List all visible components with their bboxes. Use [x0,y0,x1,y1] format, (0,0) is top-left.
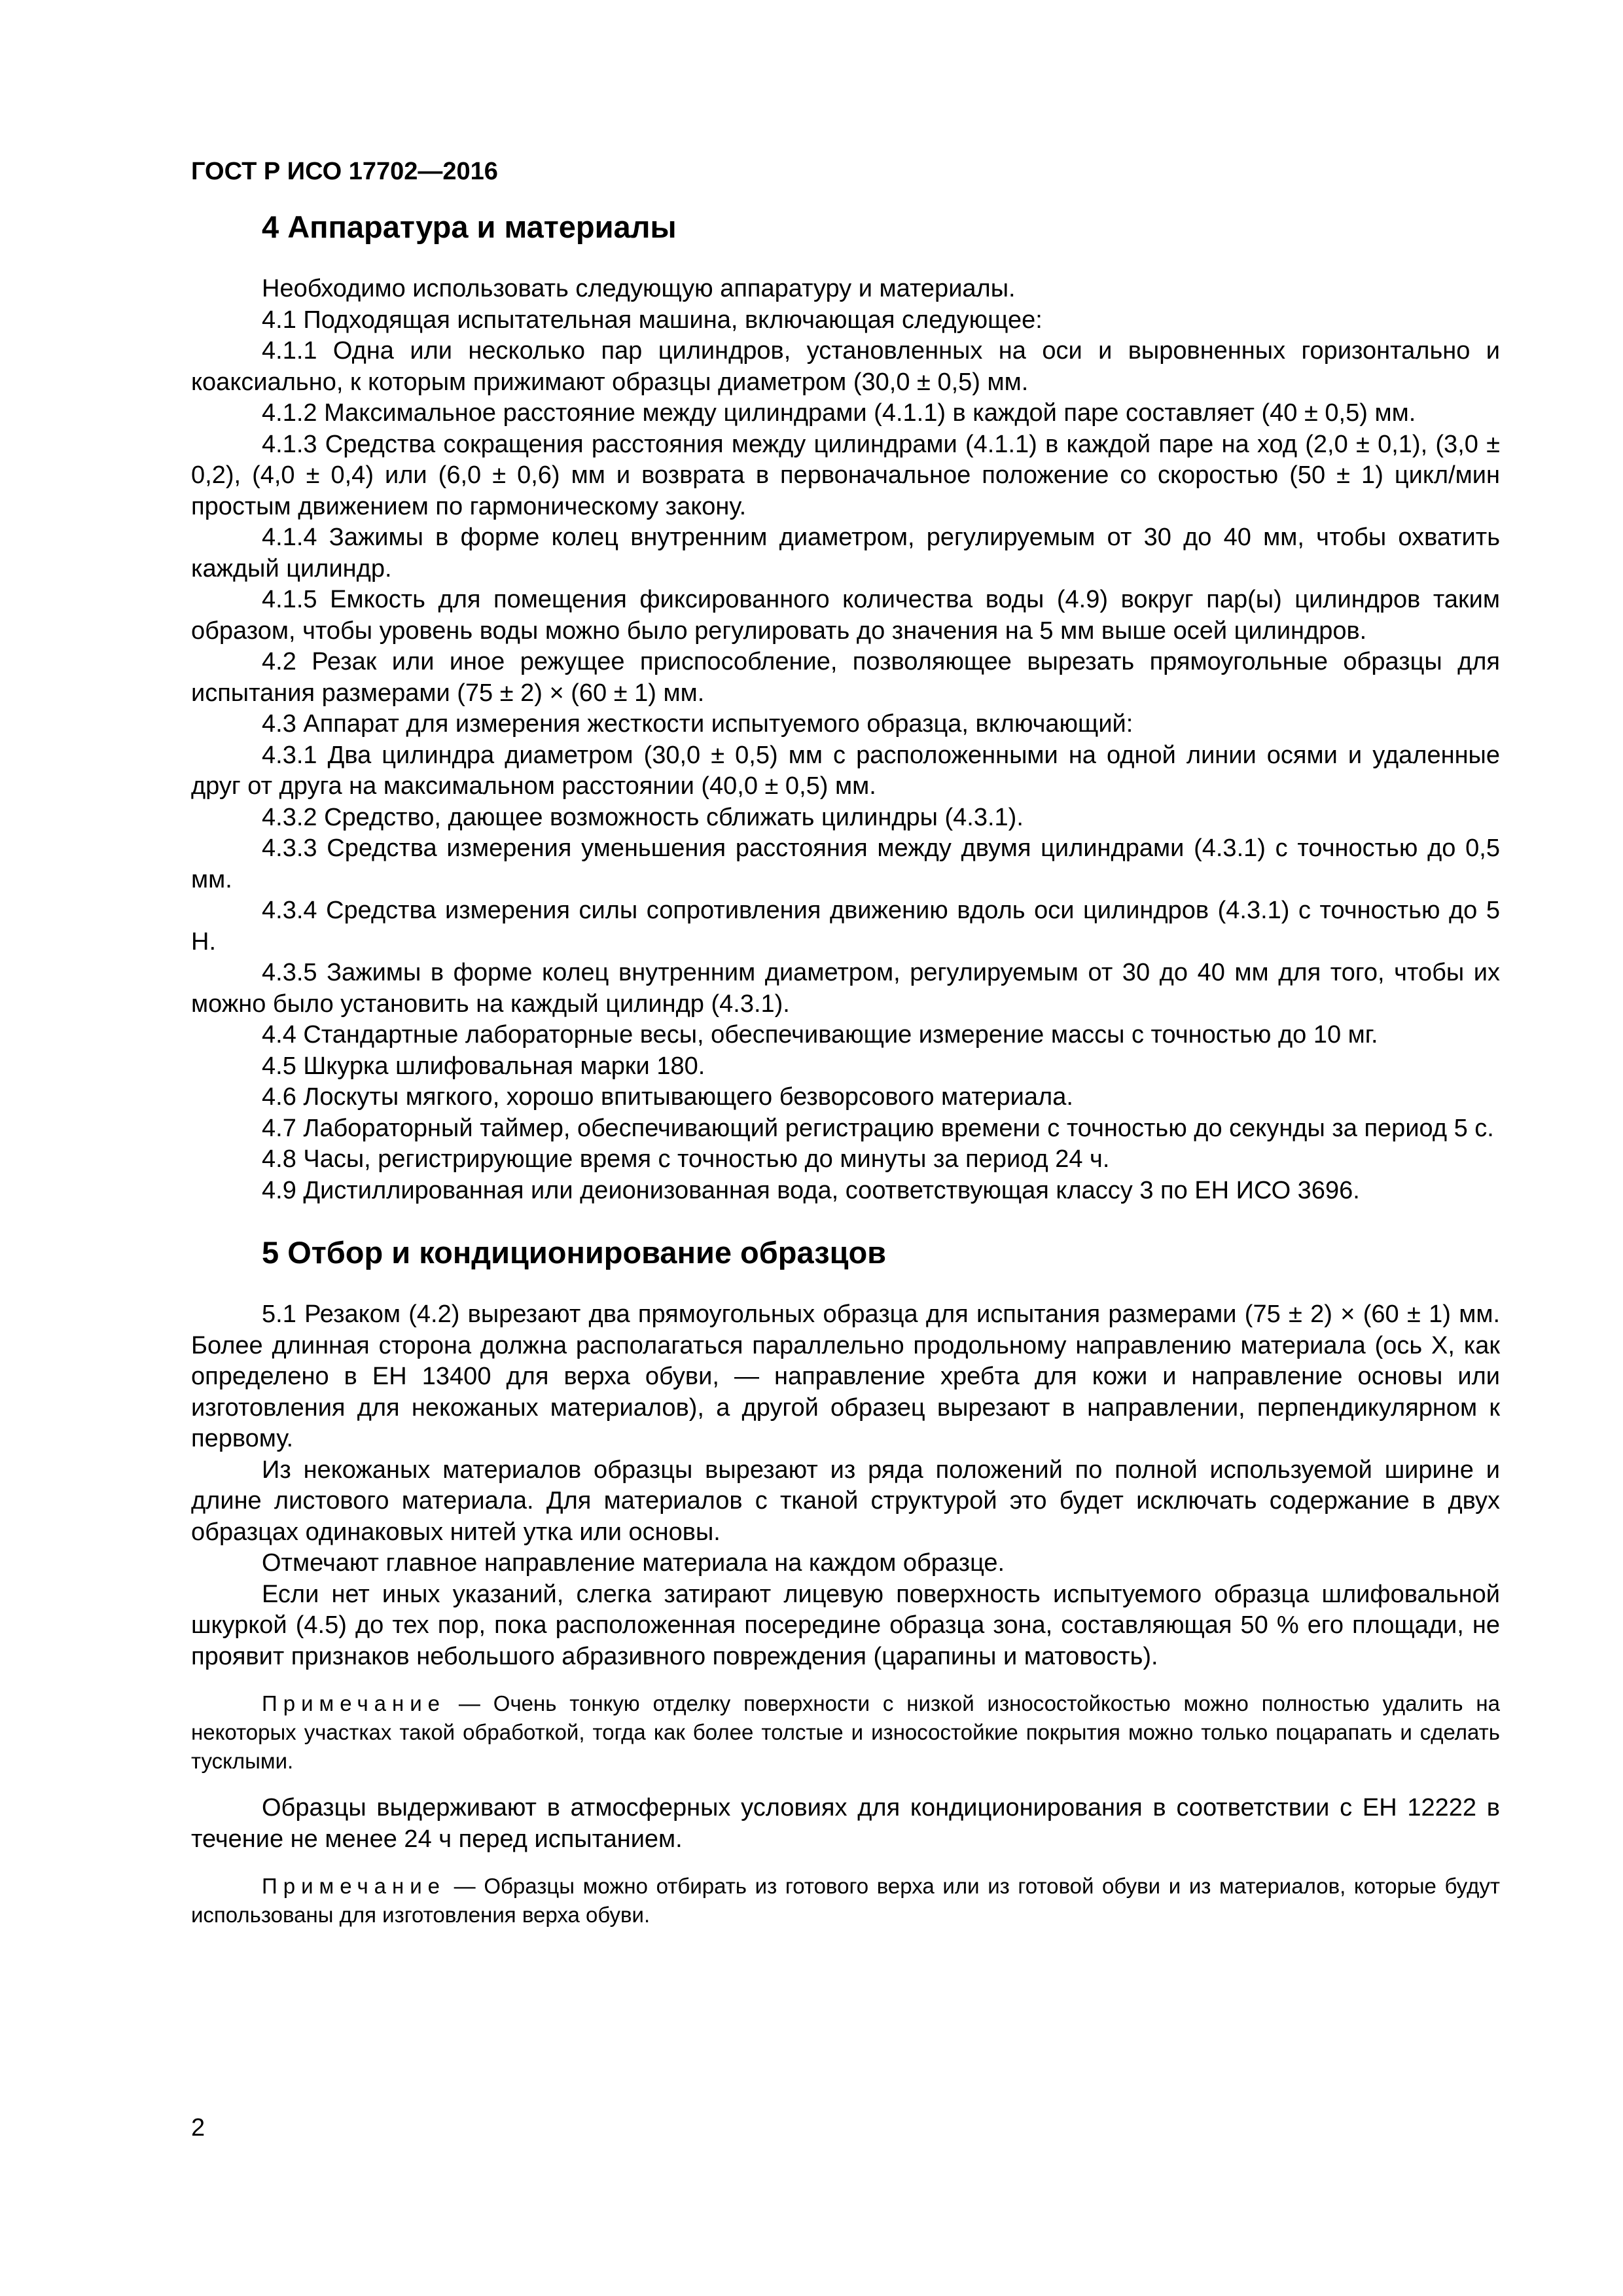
paragraph: 4.6 Лоскуты мягкого, хорошо впитывающего безворсового материала. [262,1083,1073,1111]
section-5-title: 5 Отбор и кондиционирование образцов [262,1235,887,1270]
paragraph: 4.1.5 Емкость для помещения фиксированного количества воды (4.9) вокруг пар(ы) цилиндров таким образом, чтобы уровень воды можно было регулировать до значения на 5 мм выше осей цилиндров. [191,586,1500,645]
paragraph: 4.3.1 Два цилиндра диаметром (30,0 ± 0,5) мм с расположенными на одной линии осями и удаленные друг от друга на максимальном расстоянии (40,0 ± 0,5) мм. [191,741,1500,800]
paragraph: Отмечают главное направление материала на каждом образце. [262,1549,1005,1577]
paragraph: Из некожаных материалов образцы вырезают из ряда положений по полной используемой ширине и длине листового материала. Для материалов с тканой структурой это будет исключать содержание в двух образцах одинаковых нитей утка или основы. [191,1456,1500,1546]
note-text: — Образцы можно отбирать из готового верха или из готовой обуви и из материалов, которые будут использованы для изготовления верха обуви. [191,1874,1500,1927]
paragraph: 4.1.1 Одна или несколько пар цилиндров, установленных на оси и выровненных горизонтально и коаксиально, к которым прижимают образцы диаметром (30,0 ± 0,5) мм. [191,337,1500,396]
paragraph: 4.3.3 Средства измерения уменьшения расстояния между двумя цилиндрами (4.3.1) с точностью до 0,5 мм. [191,834,1500,893]
paragraph: 4.7 Лабораторный таймер, обеспечивающий регистрацию времени с точностью до секунды за период 5 с. [262,1114,1494,1142]
paragraph: 4.1.2 Максимальное расстояние между цилиндрами (4.1.1) в каждой паре составляет (40 ± 0,5) мм. [262,399,1416,427]
paragraph: Если нет иных указаний, слегка затирают лицевую поверхность испытуемого образца шлифовальной шкуркой (4.5) до тех пор, пока расположенная посередине образца зона, составляющая 50 % его площади, не проявит признаков небольшого абразивного повреждения (царапины и матовость). [191,1580,1500,1670]
section-4-body [191,274,1500,1206]
paragraph: Необходимо использовать следующую аппаратуру и материалы. [262,275,1016,302]
paragraph: 4.3 Аппарат для измерения жесткости испытуемого образца, включающий: [262,710,1133,738]
document-header: ГОСТ Р ИСО 17702—2016 [191,158,498,185]
paragraph: 4.4 Стандартные лабораторные весы, обеспечивающие измерение массы с точностью до 10 мг. [262,1021,1378,1049]
paragraph: 5.1 Резаком (4.2) вырезают два прямоугольных образца для испытания размерами (75 ± 2) × (60 ± 1) мм. Более длинная сторона должна располагаться параллельно продольному направлению материала (ось X, как определено в ЕН 13400 для верха обуви, — направление хребта для кожи и направление основы или изготовления для некожаных материалов), а другой образец вырезают в направлении, перпендикулярном к первому. [191,1300,1500,1452]
paragraph: 4.1.3 Средства сокращения расстояния между цилиндрами (4.1.1) в каждой паре на ход (2,0 ± 0,1), (3,0 ± 0,2), (4,0 ± 0,4) или (6,0 ± 0,6) мм и возврата в первоначальное положение со скоростью (50 ± 1) цикл/мин простым движением по гармоническому закону. [191,430,1500,520]
note-label: Примечание [262,1874,446,1898]
paragraph: 4.1.4 Зажимы в форме колец внутренним диаметром, регулируемым от 30 до 40 мм, чтобы охватить каждый цилиндр. [191,524,1500,583]
document-page [191,154,1500,2236]
paragraph: 4.2 Резак или иное режущее приспособление, позволяющее вырезать прямоугольные образцы для испытания размерами (75 ± 2) × (60 ± 1) мм. [191,648,1500,707]
section-4-title: 4 Аппаратура и материалы [262,209,677,244]
page-number: 2 [191,2114,205,2142]
paragraph: 4.9 Дистиллированная или деионизованная вода, соответствующая классу 3 по ЕН ИСО 3696. [262,1176,1360,1204]
section-5-body [191,1299,1500,1929]
paragraph: 4.3.5 Зажимы в форме колец внутренним диаметром, регулируемым от 30 до 40 мм для того, чтобы их можно было установить на каждый цилиндр (4.3.1). [191,959,1500,1018]
paragraph: 4.3.4 Средства измерения силы сопротивления движению вдоль оси цилиндров (4.3.1) с точностью до 5 Н. [191,897,1500,956]
paragraph: Образцы выдерживают в атмосферных условиях для кондиционирования в соответствии с ЕН 12222 в течение не менее 24 ч перед испытанием. [191,1794,1500,1853]
paragraph: 4.3.2 Средство, дающее возможность сближать цилиндры (4.3.1). [262,803,1024,831]
note-label: Примечание [262,1691,446,1715]
paragraph: 4.1 Подходящая испытательная машина, включающая следующее: [262,306,1043,334]
note [191,1872,1500,1929]
note [191,1689,1500,1776]
paragraph: 4.5 Шкурка шлифовальная марки 180. [262,1052,705,1080]
note-text: — Очень тонкую отделку поверхности с низкой износостойкостью можно полностью удалить на некоторых участках такой обработкой, тогда как более толстые и износостойкие покрытия можно только поцарапать и сделать тусклыми. [191,1691,1500,1773]
paragraph: 4.8 Часы, регистрирующие время с точностью до минуты за период 24 ч. [262,1145,1110,1173]
